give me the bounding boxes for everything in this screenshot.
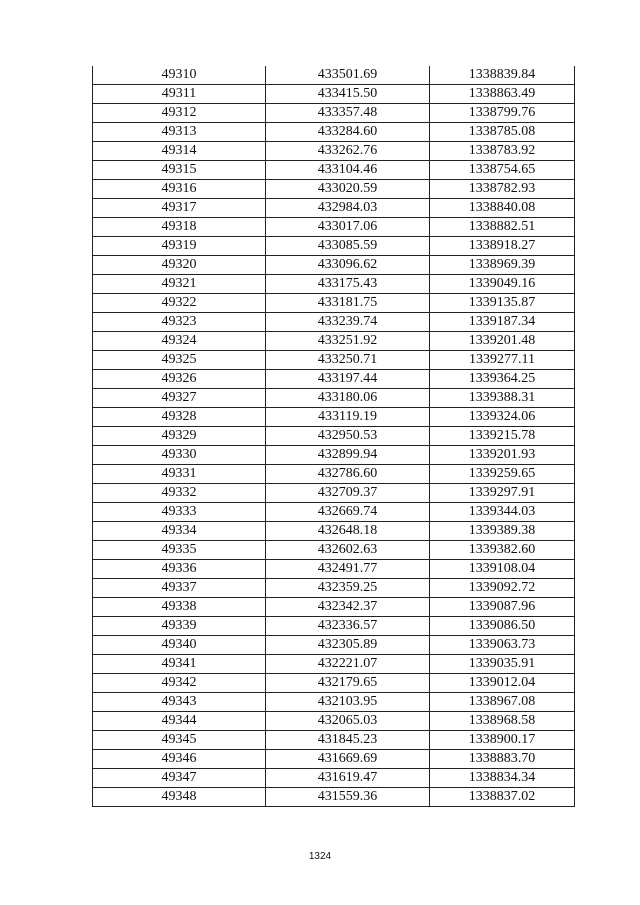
x-coordinate-cell: 433181.75 [266,294,430,313]
y-coordinate-cell: 1339087.96 [430,598,575,617]
point-id-cell: 49343 [93,693,266,712]
point-id-cell: 49324 [93,332,266,351]
y-coordinate-cell: 1339388.31 [430,389,575,408]
table-row [93,617,575,636]
x-coordinate-cell: 432669.74 [266,503,430,522]
point-id-cell: 49314 [93,142,266,161]
x-coordinate-cell: 433020.59 [266,180,430,199]
table-row [93,161,575,180]
table-row [93,731,575,750]
table-row [93,427,575,446]
table-row [93,332,575,351]
x-coordinate-cell: 433096.62 [266,256,430,275]
table-row [93,484,575,503]
x-coordinate-cell: 432342.37 [266,598,430,617]
x-coordinate-cell: 431559.36 [266,788,430,807]
x-coordinate-cell: 432950.53 [266,427,430,446]
table-row [93,199,575,218]
table-row [93,522,575,541]
table-row [93,503,575,522]
x-coordinate-cell: 432305.89 [266,636,430,655]
point-id-cell: 49310 [93,66,266,85]
point-id-cell: 49317 [93,199,266,218]
point-id-cell: 49327 [93,389,266,408]
table-row [93,370,575,389]
x-coordinate-cell: 433357.48 [266,104,430,123]
point-id-cell: 49348 [93,788,266,807]
x-coordinate-cell: 431845.23 [266,731,430,750]
y-coordinate-cell: 1339389.38 [430,522,575,541]
y-coordinate-cell: 1339086.50 [430,617,575,636]
y-coordinate-cell: 1339277.11 [430,351,575,370]
y-coordinate-cell: 1339201.93 [430,446,575,465]
x-coordinate-cell: 432336.57 [266,617,430,636]
point-id-cell: 49341 [93,655,266,674]
y-coordinate-cell: 1338837.02 [430,788,575,807]
x-coordinate-cell: 432103.95 [266,693,430,712]
point-id-cell: 49326 [93,370,266,389]
x-coordinate-cell: 432899.94 [266,446,430,465]
x-coordinate-cell: 433239.74 [266,313,430,332]
table-row [93,66,575,85]
table-row [93,142,575,161]
table-row [93,294,575,313]
table-row [93,389,575,408]
table-row [93,218,575,237]
y-coordinate-cell: 1338968.58 [430,712,575,731]
table-row [93,446,575,465]
point-id-cell: 49340 [93,636,266,655]
table-row [93,750,575,769]
point-id-cell: 49345 [93,731,266,750]
point-id-cell: 49325 [93,351,266,370]
point-id-cell: 49315 [93,161,266,180]
y-coordinate-cell: 1338863.49 [430,85,575,104]
coordinate-table [92,66,575,807]
table-row [93,180,575,199]
y-coordinate-cell: 1338882.51 [430,218,575,237]
x-coordinate-cell: 433119.19 [266,408,430,427]
y-coordinate-cell: 1339324.06 [430,408,575,427]
point-id-cell: 49336 [93,560,266,579]
y-coordinate-cell: 1339297.91 [430,484,575,503]
point-id-cell: 49311 [93,85,266,104]
table-row [93,256,575,275]
point-id-cell: 49347 [93,769,266,788]
x-coordinate-cell: 433284.60 [266,123,430,142]
y-coordinate-cell: 1339382.60 [430,541,575,560]
x-coordinate-cell: 433262.76 [266,142,430,161]
y-coordinate-cell: 1338918.27 [430,237,575,256]
x-coordinate-cell: 433415.50 [266,85,430,104]
point-id-cell: 49346 [93,750,266,769]
point-id-cell: 49334 [93,522,266,541]
y-coordinate-cell: 1338900.17 [430,731,575,750]
table-row [93,237,575,256]
table-row [93,712,575,731]
y-coordinate-cell: 1338883.70 [430,750,575,769]
y-coordinate-cell: 1338782.93 [430,180,575,199]
point-id-cell: 49319 [93,237,266,256]
y-coordinate-cell: 1339012.04 [430,674,575,693]
point-id-cell: 49328 [93,408,266,427]
table-row [93,598,575,617]
x-coordinate-cell: 433501.69 [266,66,430,85]
y-coordinate-cell: 1339135.87 [430,294,575,313]
y-coordinate-cell: 1339035.91 [430,655,575,674]
point-id-cell: 49337 [93,579,266,598]
x-coordinate-cell: 432984.03 [266,199,430,218]
table-row [93,579,575,598]
table-row [93,560,575,579]
x-coordinate-cell: 433251.92 [266,332,430,351]
y-coordinate-cell: 1339092.72 [430,579,575,598]
x-coordinate-cell: 432491.77 [266,560,430,579]
point-id-cell: 49329 [93,427,266,446]
y-coordinate-cell: 1338783.92 [430,142,575,161]
y-coordinate-cell: 1339344.03 [430,503,575,522]
y-coordinate-cell: 1338754.65 [430,161,575,180]
point-id-cell: 49330 [93,446,266,465]
point-id-cell: 49338 [93,598,266,617]
table-row [93,275,575,294]
y-coordinate-cell: 1339215.78 [430,427,575,446]
x-coordinate-cell: 433175.43 [266,275,430,294]
x-coordinate-cell: 432065.03 [266,712,430,731]
y-coordinate-cell: 1339187.34 [430,313,575,332]
x-coordinate-cell: 432786.60 [266,465,430,484]
y-coordinate-cell: 1338799.76 [430,104,575,123]
x-coordinate-cell: 433104.46 [266,161,430,180]
x-coordinate-cell: 432359.25 [266,579,430,598]
x-coordinate-cell: 431669.69 [266,750,430,769]
point-id-cell: 49313 [93,123,266,142]
x-coordinate-cell: 431619.47 [266,769,430,788]
point-id-cell: 49322 [93,294,266,313]
y-coordinate-cell: 1338834.34 [430,769,575,788]
point-id-cell: 49321 [93,275,266,294]
table-row [93,408,575,427]
y-coordinate-cell: 1338967.08 [430,693,575,712]
table-row [93,655,575,674]
point-id-cell: 49333 [93,503,266,522]
x-coordinate-cell: 433197.44 [266,370,430,389]
table-row [93,788,575,807]
y-coordinate-cell: 1338785.08 [430,123,575,142]
y-coordinate-cell: 1339049.16 [430,275,575,294]
x-coordinate-cell: 433085.59 [266,237,430,256]
point-id-cell: 49335 [93,541,266,560]
x-coordinate-cell: 432221.07 [266,655,430,674]
x-coordinate-cell: 432648.18 [266,522,430,541]
table-row [93,85,575,104]
point-id-cell: 49339 [93,617,266,636]
x-coordinate-cell: 433180.06 [266,389,430,408]
point-id-cell: 49332 [93,484,266,503]
y-coordinate-cell: 1338969.39 [430,256,575,275]
y-coordinate-cell: 1339259.65 [430,465,575,484]
x-coordinate-cell: 432602.63 [266,541,430,560]
y-coordinate-cell: 1338840.08 [430,199,575,218]
y-coordinate-cell: 1339201.48 [430,332,575,351]
x-coordinate-cell: 433017.06 [266,218,430,237]
table-row [93,123,575,142]
x-coordinate-cell: 432179.65 [266,674,430,693]
y-coordinate-cell: 1339364.25 [430,370,575,389]
point-id-cell: 49318 [93,218,266,237]
table-row [93,465,575,484]
y-coordinate-cell: 1339063.73 [430,636,575,655]
x-coordinate-cell: 432709.37 [266,484,430,503]
table-row [93,313,575,332]
y-coordinate-cell: 1338839.84 [430,66,575,85]
point-id-cell: 49342 [93,674,266,693]
table-row [93,636,575,655]
table-row [93,351,575,370]
table-row [93,541,575,560]
table-row [93,104,575,123]
coordinate-table-body [93,66,575,807]
point-id-cell: 49331 [93,465,266,484]
table-row [93,693,575,712]
point-id-cell: 49344 [93,712,266,731]
point-id-cell: 49323 [93,313,266,332]
table-row [93,674,575,693]
point-id-cell: 49312 [93,104,266,123]
point-id-cell: 49320 [93,256,266,275]
table-row [93,769,575,788]
page-number: 1324 [308,851,332,862]
x-coordinate-cell: 433250.71 [266,351,430,370]
point-id-cell: 49316 [93,180,266,199]
y-coordinate-cell: 1339108.04 [430,560,575,579]
